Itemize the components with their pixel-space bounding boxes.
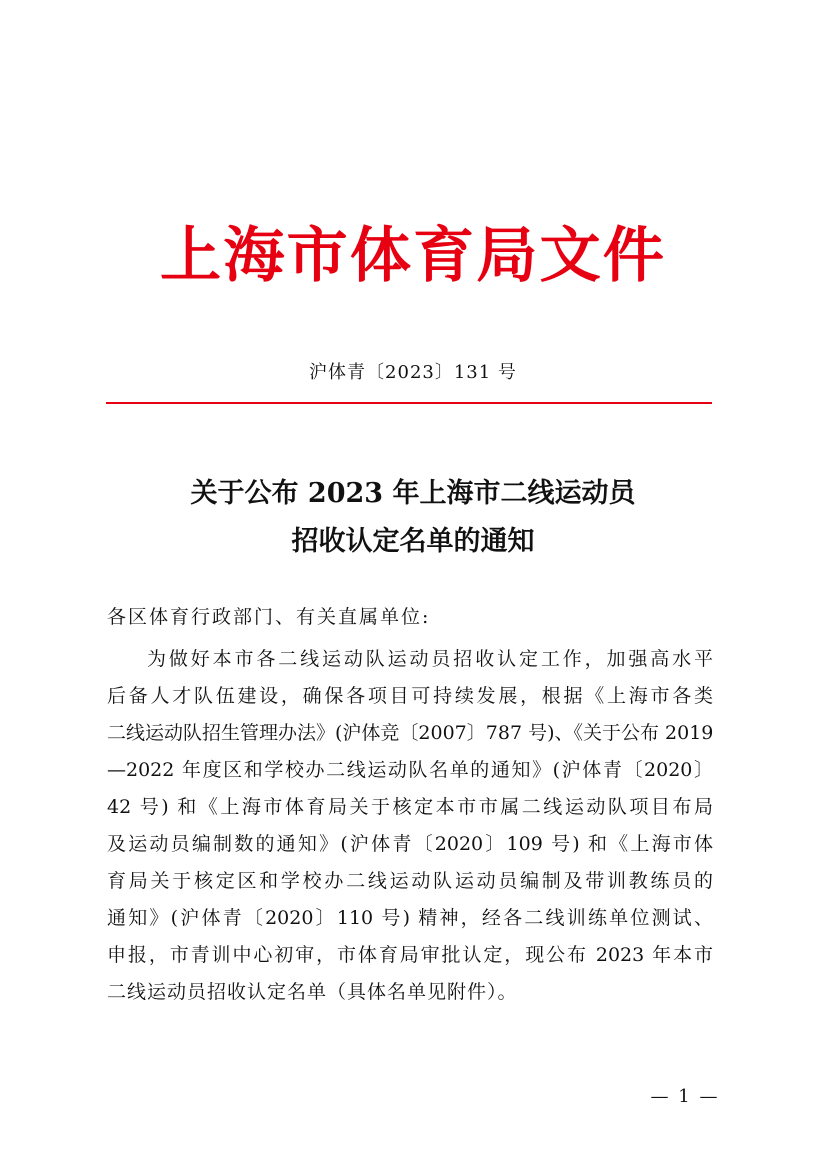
body-line-8: 通知》(沪体青〔2020〕110 号) 精神，经各二线训练单位测试、 [107, 907, 713, 929]
red-divider-line [106, 402, 712, 404]
notice-title-line-1: 关于公布 2023 年上海市二线运动员 [190, 478, 636, 509]
body-line-7: 育局关于核定区和学校办二线运动队运动员编制及带训教练员的 [107, 870, 713, 892]
notice-title [0, 470, 826, 566]
body-line-4: —2022 年度区和学校办二线运动队名单的通知》(沪体青〔2020〕 [107, 759, 713, 781]
body-line-6: 及运动员编制数的通知》(沪体青〔2020〕109 号) 和《上海市体 [107, 833, 713, 855]
body-paragraph [107, 641, 713, 1011]
notice-title-line-2: 招收认定名单的通知 [291, 526, 535, 557]
page-number: — 1 — [650, 1086, 720, 1107]
body-line-1: 为做好本市各二线运动队运动员招收认定工作，加强高水平 [147, 648, 713, 670]
body-line-9: 申报，市青训中心初审，市体育局审批认定，现公布 2023 年本市 [107, 944, 713, 966]
body-line-5: 42 号) 和《上海市体育局关于核定本市市属二线运动队项目布局 [107, 796, 713, 818]
agency-masthead: 上海市体育局文件 [160, 221, 666, 291]
document-number: 沪体青〔2023〕131 号 [309, 362, 517, 383]
body-line-10: 二线运动员招收认定名单（具体名单见附件）。 [107, 981, 518, 1003]
body-line-3: 二线运动队招生管理办法》(沪体竞〔2007〕787 号)、《关于公布 2019 [107, 722, 714, 744]
body-line-2: 后备人才队伍建设，确保各项目可持续发展，根据《上海市各类 [107, 685, 713, 707]
salutation: 各区体育行政部门、有关直属单位: [107, 606, 431, 628]
